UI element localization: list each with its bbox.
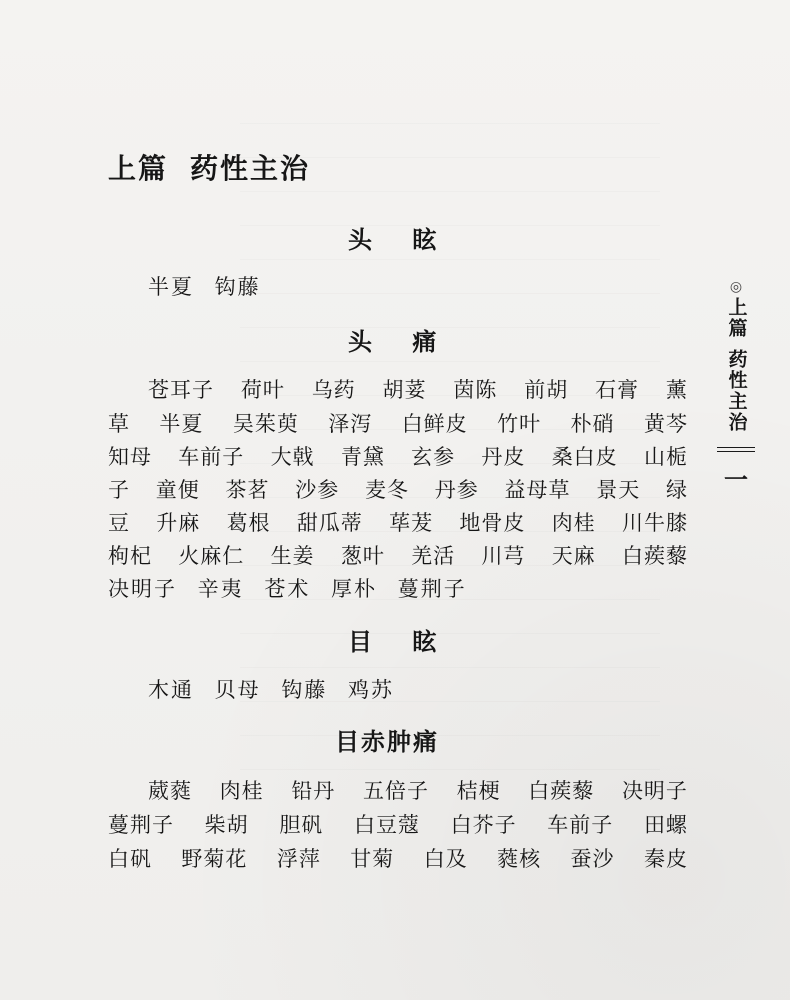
section-line bbox=[108, 540, 688, 570]
herb-name: 薰 bbox=[665, 378, 688, 402]
herb-name: 生姜 bbox=[270, 544, 315, 568]
herb-name: 车前子 bbox=[547, 813, 614, 837]
herb-name: 胆矾 bbox=[279, 813, 324, 837]
section-line bbox=[148, 775, 688, 805]
herb-name: 蕤核 bbox=[497, 847, 542, 871]
herb-name: 泽泻 bbox=[328, 412, 373, 436]
herb-name: 葛根 bbox=[226, 511, 271, 535]
herb-name: 桑白皮 bbox=[551, 445, 618, 469]
herb-name: 景天 bbox=[596, 478, 641, 502]
herb-name: 甜瓜蒂 bbox=[296, 511, 363, 535]
herb-name: 玄参 bbox=[411, 445, 456, 469]
herb-name: 麦冬 bbox=[365, 478, 409, 502]
herb-name: 决明子 bbox=[621, 779, 688, 803]
section-heading-mu-xuan: 目 眩 bbox=[348, 627, 453, 656]
herb-name: 白豆蔻 bbox=[353, 813, 420, 837]
side-title: 药性主治 bbox=[725, 349, 748, 433]
herb-name: 葱叶 bbox=[340, 544, 385, 568]
herb-name: 火麻仁 bbox=[178, 544, 245, 568]
section-heading-mu-chi-zhong-tong: 目赤肿痛 bbox=[335, 727, 439, 756]
herb-name: 肉桂 bbox=[551, 511, 596, 535]
herb-name: 子 bbox=[108, 478, 130, 502]
side-divider bbox=[717, 447, 755, 452]
herb-name: 胡荽 bbox=[382, 378, 427, 402]
herb-name: 青黛 bbox=[340, 445, 385, 469]
show-through-texture bbox=[240, 110, 660, 770]
page-number: 一 bbox=[724, 465, 748, 494]
herb-name: 黄芩 bbox=[643, 412, 688, 436]
herb-name: 白蒺藜 bbox=[528, 779, 595, 803]
herb-name: 甘菊 bbox=[350, 847, 395, 871]
herb-name: 吴茱萸 bbox=[232, 412, 299, 436]
section-line bbox=[108, 474, 688, 504]
section-line bbox=[108, 408, 688, 438]
herb-name: 朴硝 bbox=[570, 412, 615, 436]
herb-name: 肉桂 bbox=[219, 779, 264, 803]
side-running-head bbox=[716, 280, 756, 492]
chapter-heading bbox=[108, 147, 310, 187]
section-heading-tou-tong: 头 痛 bbox=[348, 327, 453, 356]
herb-name: 升麻 bbox=[156, 511, 201, 535]
herb-name: 五倍子 bbox=[362, 779, 429, 803]
herb-name: 白及 bbox=[423, 847, 468, 871]
side-label: 上篇 bbox=[725, 297, 748, 339]
herb-name: 竹叶 bbox=[497, 412, 542, 436]
section-line bbox=[108, 507, 688, 537]
herb-name: 车前子 bbox=[178, 445, 245, 469]
herb-name: 蚕沙 bbox=[570, 847, 615, 871]
section-line: 半夏 钩藤 bbox=[148, 275, 261, 299]
herb-name: 天麻 bbox=[551, 544, 596, 568]
herb-name: 草 bbox=[108, 412, 130, 436]
herb-name: 绿 bbox=[666, 478, 688, 502]
herb-name: 铅丹 bbox=[291, 779, 336, 803]
herb-name: 丹皮 bbox=[481, 445, 526, 469]
herb-name: 丹参 bbox=[434, 478, 479, 502]
herb-name: 川芎 bbox=[481, 544, 526, 568]
herb-name: 荷叶 bbox=[240, 378, 285, 402]
herb-name: 豆 bbox=[108, 511, 130, 535]
herb-name: 茵陈 bbox=[453, 378, 498, 402]
herb-name: 柴胡 bbox=[204, 813, 249, 837]
herb-name: 半夏 bbox=[159, 412, 204, 436]
chapter-label: 上篇 bbox=[108, 152, 169, 185]
herb-name: 川牛膝 bbox=[621, 511, 688, 535]
herb-name: 童便 bbox=[155, 478, 200, 502]
herb-name: 石膏 bbox=[595, 378, 640, 402]
herb-name: 大戟 bbox=[270, 445, 315, 469]
section-line bbox=[108, 441, 688, 471]
herb-name: 田螺 bbox=[643, 813, 688, 837]
herb-name: 桔梗 bbox=[456, 779, 501, 803]
herb-name: 沙参 bbox=[295, 478, 340, 502]
herb-name: 羌活 bbox=[411, 544, 456, 568]
herb-name: 苍耳子 bbox=[148, 378, 214, 402]
herb-name: 茶茗 bbox=[225, 478, 270, 502]
herb-name: 枸杞 bbox=[108, 544, 152, 568]
section-line: 木通 贝母 钩藤 鸡苏 bbox=[148, 678, 395, 702]
chapter-title: 药性主治 bbox=[190, 152, 311, 185]
herb-name: 白芥子 bbox=[450, 813, 517, 837]
herb-name: 葳蕤 bbox=[148, 779, 192, 803]
herb-name: 野菊花 bbox=[181, 847, 248, 871]
section-line: 决明子 辛夷 苍术 厚朴 蔓荆子 bbox=[108, 577, 467, 601]
herb-name: 山栀 bbox=[643, 445, 688, 469]
herb-name: 前胡 bbox=[524, 378, 569, 402]
herb-name: 白鲜皮 bbox=[401, 412, 468, 436]
side-mark: ◎ bbox=[729, 279, 743, 295]
section-line bbox=[108, 843, 688, 873]
herb-name: 乌药 bbox=[311, 378, 356, 402]
herb-name: 浮萍 bbox=[276, 847, 321, 871]
herb-name: 秦皮 bbox=[643, 847, 688, 871]
herb-name: 地骨皮 bbox=[459, 511, 526, 535]
herb-name: 白蒺藜 bbox=[621, 544, 688, 568]
herb-name: 益母草 bbox=[504, 478, 571, 502]
herb-name: 蔓荆子 bbox=[108, 813, 174, 837]
section-line bbox=[148, 374, 688, 404]
section-line bbox=[108, 809, 688, 839]
herb-name: 白矾 bbox=[108, 847, 152, 871]
section-heading-tou-xuan: 头 眩 bbox=[348, 225, 453, 254]
herb-name: 荜茇 bbox=[389, 511, 434, 535]
herb-name: 知母 bbox=[108, 445, 152, 469]
